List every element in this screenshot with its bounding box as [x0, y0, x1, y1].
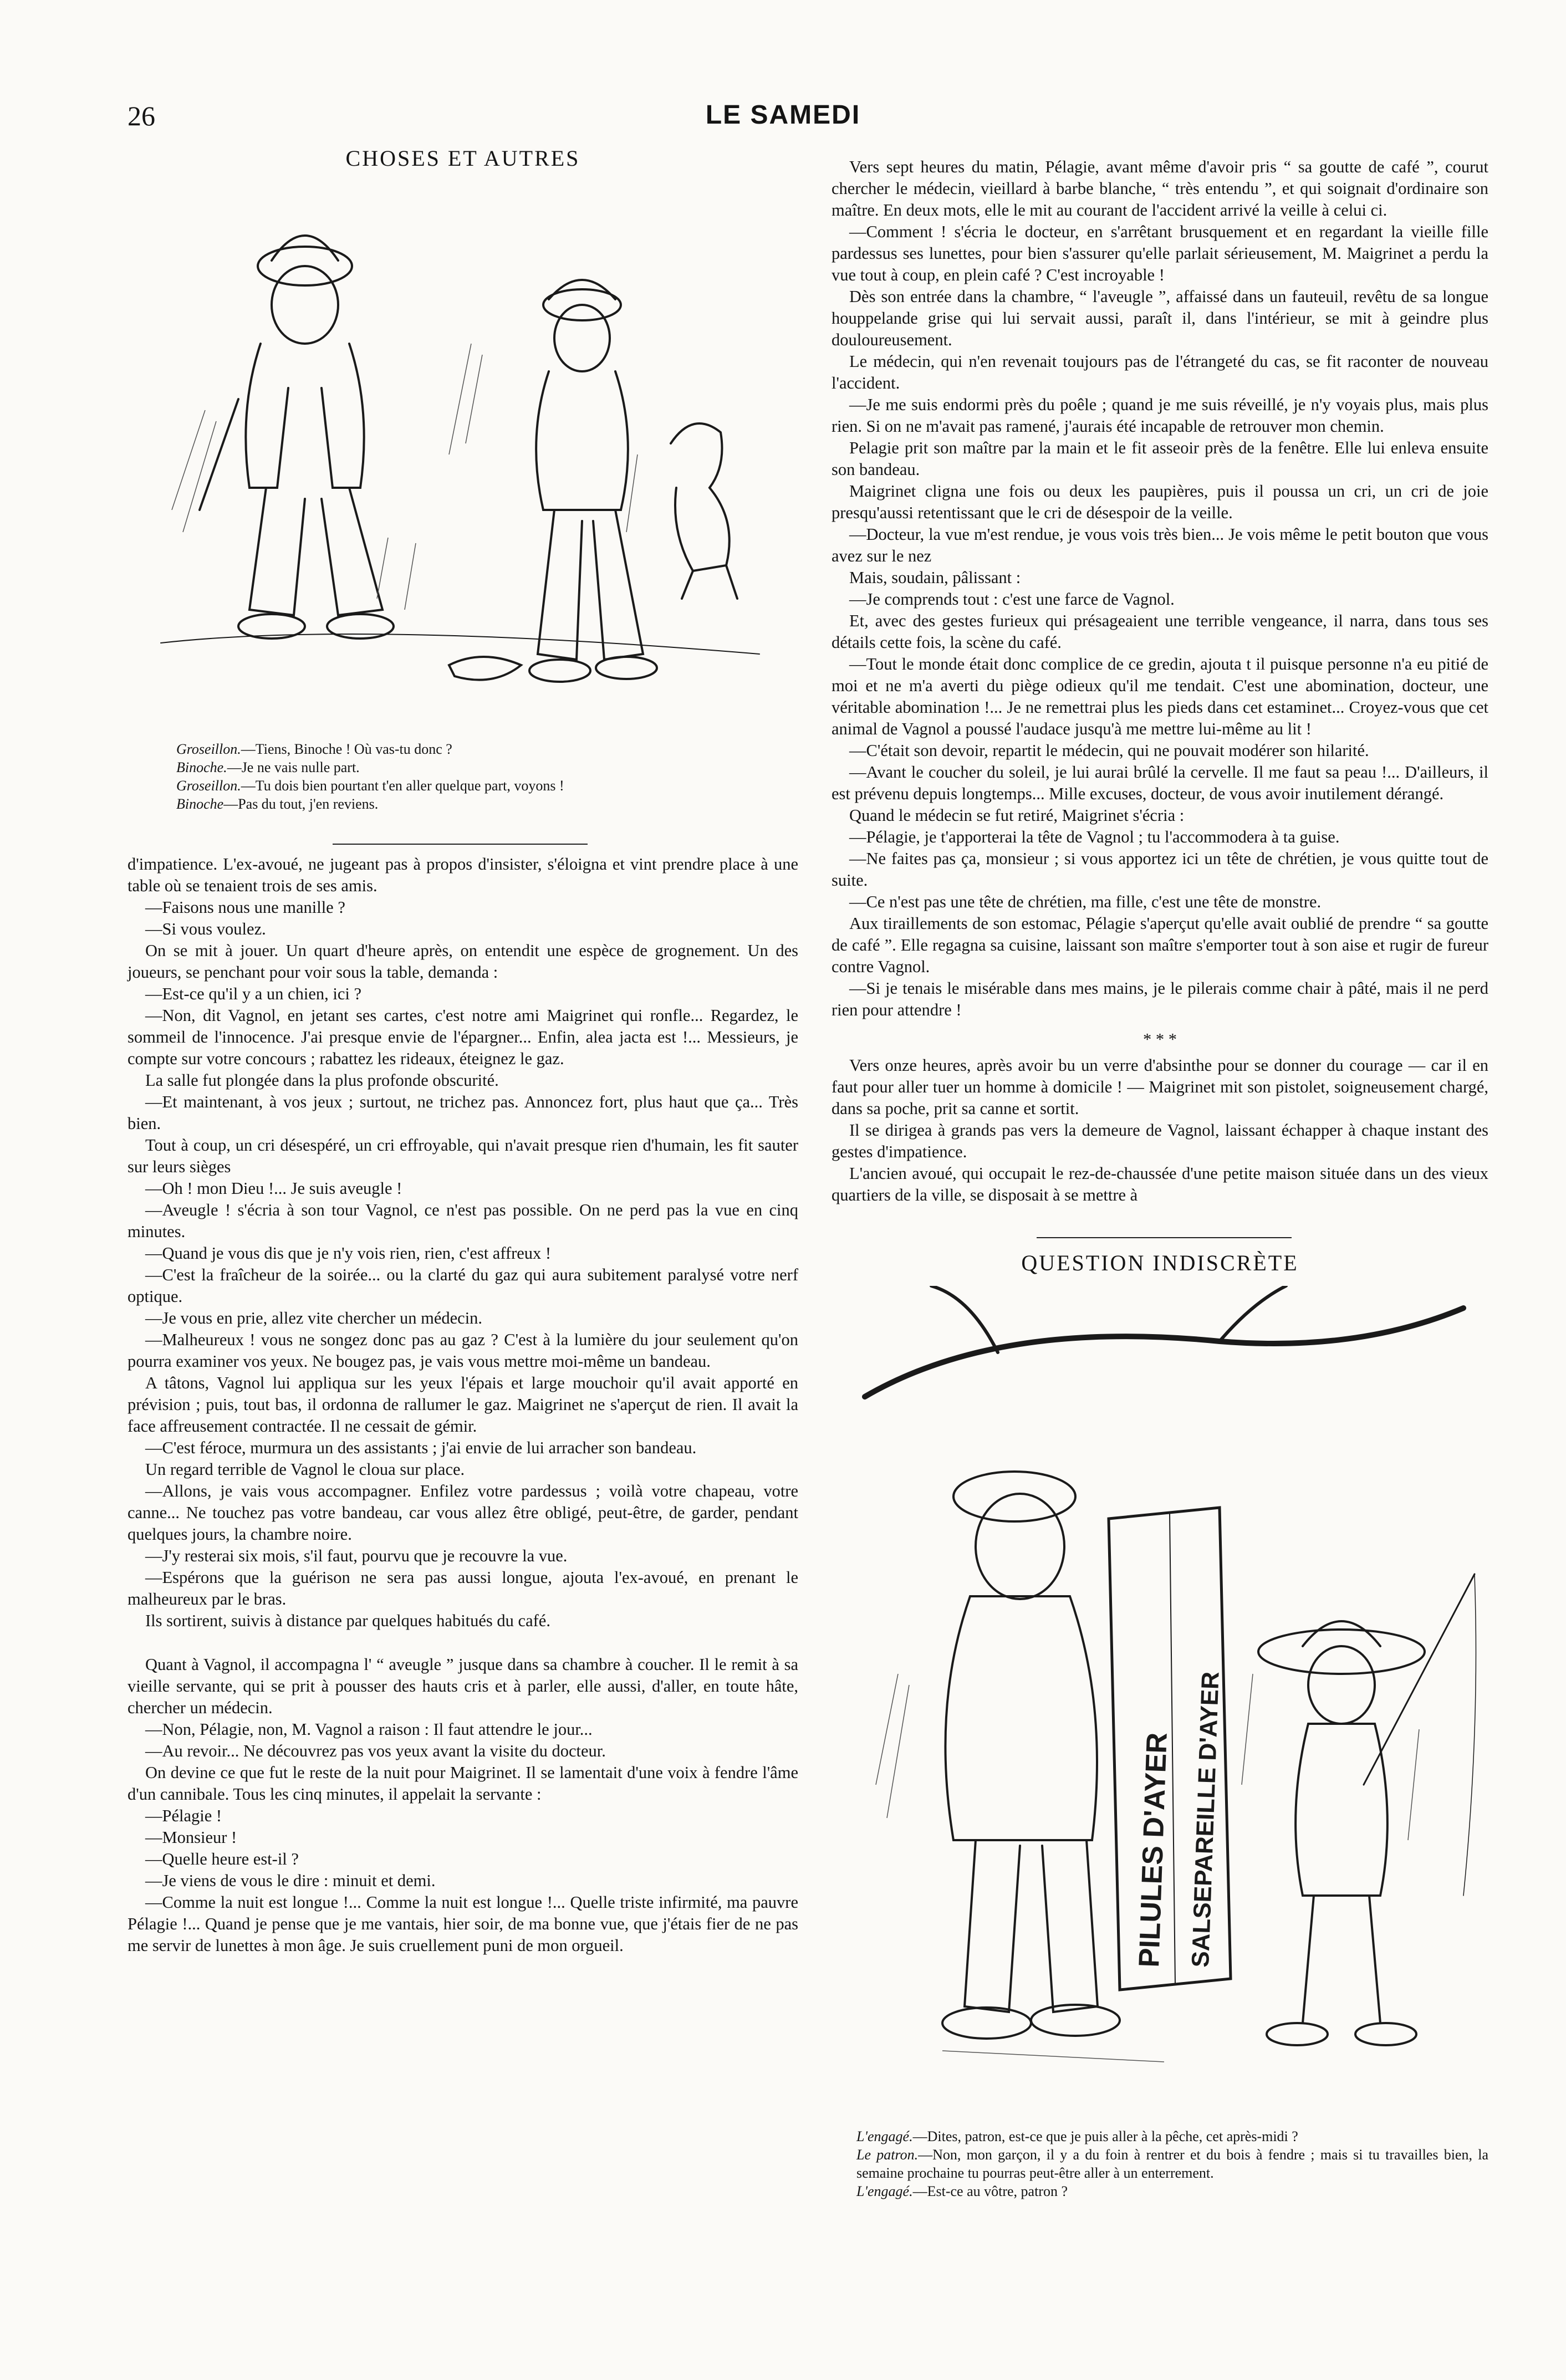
paragraph: —Avant le coucher du soleil, je lui aurai brûlé la cervelle. Il me faut sa peau !... D'ailleurs, il est prévenu depuis longtemps... Mille excuses, docteur, de vous avoir inutilement dérangé.: [832, 763, 1488, 803]
sign-text-salsepareille: SALSEPAREILLE D'AYER: [1187, 1671, 1225, 1968]
paragraph: d'impatience. L'ex-avoué, ne jugeant pas à propos d'insister, s'éloigna et vint prendre place à une table où se tenaient trois de ses amis.: [127, 855, 798, 895]
caption-line: [176, 740, 786, 758]
page-number: 26: [127, 100, 155, 131]
page-header: [0, 100, 1566, 139]
paragraph: —J'y resterai six mois, s'il faut, pourvu que je recouvre la vue.: [145, 1546, 568, 1565]
paragraph: —Est-ce qu'il y a un chien, ici ?: [145, 984, 362, 1003]
section-divider: [1037, 1237, 1292, 1238]
paragraph: —Oh ! mon Dieu !... Je suis aveugle !: [145, 1179, 402, 1198]
paragraph: Aux tiraillements de son estomac, Pélagie s'aperçut qu'elle avait oublié de prendre “ sa goutte de café ”. Elle regagna sa cuisine, laissant son maître s'emporter tout à son aise et rugir de fureur contre Vagnol.: [832, 914, 1488, 976]
caption-text: —Est-ce au vôtre, patron ?: [912, 2183, 1068, 2199]
paragraph: Dès son entrée dans la chambre, “ l'aveugle ”, affaissé dans un fauteuil, revêtu de sa longue houppelande grise qui lui servait aussi, paraît il, dans l'intérieur, se mit à geindre plus douloureusement.: [832, 287, 1488, 349]
paragraph: —Comment ! s'écria le docteur, en s'arrêtant brusquement et en regardant la vieille fille pardessus ses lunettes, pour bien s'assurer qu'elle parlait sérieusement, M. Maigrinet a perdu la vue tout à coup, en plein café ? C'est incroyable !: [832, 222, 1488, 284]
masthead: LE SAMEDI: [705, 100, 861, 130]
illustration-boy-and-boss: [832, 1286, 1488, 2117]
caption-speaker: L'engagé.: [856, 2128, 913, 2144]
paragraph: —Allons, je vais vous accompagner. Enfilez votre pardessus ; voilà votre chapeau, votre canne... Ne touchez pas votre bandeau, car vous allez être obligé, peut-être, de garder, pendant quelques jours, la chambre noire.: [127, 1482, 798, 1544]
caption-speaker: Groseillon.: [176, 778, 241, 794]
paragraph: —Ne faites pas ça, monsieur ; si vous apportez ici un tête de chrétien, je vous quitte tout de suite.: [832, 849, 1488, 890]
paragraph: —Pélagie, je t'apporterai la tête de Vagnol ; tu l'accommodera à ta guise.: [849, 828, 1340, 846]
paragraph: —Je me suis endormi près du poêle ; quand je me suis réveillé, je n'y voyais plus, mais plus rien. Si on ne m'avait pas ramené, j'aurais été incapable de retrouver mon chemin.: [832, 395, 1488, 436]
sign-text-pilules: PILULES D'AYER: [1133, 1732, 1174, 1968]
paragraph: —Comme la nuit est longue !... Comme la nuit est longue !... Quelle triste infirmité, ma pauvre Pélagie !... Quand je pense que je me vantais, hier soir, de ma bonne vue, que j'étais fier de ne pas me servir de lunettes à mon âge. Je suis cruellement puni de mon orgueil.: [127, 1893, 798, 1955]
paragraph: —Aveugle ! s'écria à son tour Vagnol, ce n'est pas possible. On ne perd pas la vue en cinq minutes.: [127, 1201, 798, 1241]
paragraph: —Non, Pélagie, non, M. Vagnol a raison : Il faut attendre le jour...: [145, 1720, 593, 1739]
caption-speaker: L'engagé.: [856, 2183, 913, 2199]
paragraph: —Je vous en prie, allez vite chercher un médecin.: [145, 1309, 483, 1327]
paragraph: —Espérons que la guérison ne sera pas aussi longue, ajouta l'ex-avoué, en prenant le malheureux par le bras.: [127, 1568, 798, 1608]
caption-speaker: Binoche: [176, 796, 224, 812]
caption-line: [176, 795, 786, 813]
paragraph: —Malheureux ! vous ne songez donc pas au gaz ? C'est à la lumière du jour seulement qu'on pourra examiner vos yeux. Ne bougez pas, je vais vous mettre moi-même un bandeau.: [127, 1330, 798, 1371]
paragraph: Le médecin, qui n'en revenait toujours pas de l'étrangeté du cas, se fit raconter de nouveau l'accident.: [832, 352, 1488, 392]
right-column-text: [832, 156, 1488, 1206]
caption-speaker: Groseillon.: [176, 741, 241, 757]
caption-line: [856, 2182, 1488, 2200]
paragraph: Vers sept heures du matin, Pélagie, avant même d'avoir pris “ sa goutte de café ”, courut chercher le médecin, vieillard à barbe blanche, “ très entendu ”, et qui soignait d'ordinaire son maître. En deux mots, elle le mit au courant de l'accident arrivé la veille à celui ci.: [832, 157, 1488, 219]
paragraph: La salle fut plongée dans la plus profonde obscurité.: [145, 1071, 499, 1090]
caption-text: —Pas du tout, j'en reviens.: [223, 796, 379, 812]
illustration-title-choses: CHOSES ET AUTRES: [345, 146, 580, 171]
paragraph: —Docteur, la vue m'est rendue, je vous vois très bien... Je vois même le petit bouton que vous avez sur le nez: [832, 525, 1488, 565]
illustration1-caption: [176, 740, 786, 813]
caption-speaker: Le patron.: [856, 2147, 919, 2163]
paragraph: Il se dirigea à grands pas vers la demeure de Vagnol, laissant échapper à chaque instant des gestes d'impatience.: [832, 1121, 1488, 1161]
caption-text: —Dites, patron, est-ce que je puis aller à la pêche, cet après-midi ?: [912, 2128, 1298, 2144]
paragraph: —C'était son devoir, repartit le médecin, qui ne pouvait modérer son hilarité.: [849, 741, 1369, 760]
paragraph: —Quand je vous dis que je n'y vois rien, rien, c'est affreux !: [145, 1244, 552, 1263]
paragraph: —Tout le monde était donc complice de ce gredin, ajouta t il puisque personne n'a eu pitié de moi et ne m'a averti du piège odieux qu'il me tendait. C'est une abomination, docteur, une véritable abomination !... Je ne remettrai plus les pieds dans cet estaminet... Croyez-vous que cet animal de Vagnol a poussé l'audace jusqu'à me mettre lui-même au lit !: [832, 655, 1488, 738]
paragraph: A tâtons, Vagnol lui appliqua sur les yeux l'épais et large mouchoir qu'il avait apporté en prévision ; puis, tout bas, il ordonna de rallumer le gaz. Maigrinet ne s'aperçut de rien. Il avait la face affreusement contractée. Il ne cessait de gémir.: [127, 1373, 798, 1436]
paragraph: —Je comprends tout : c'est une farce de Vagnol.: [849, 590, 1175, 609]
illustration2-caption: [856, 2127, 1488, 2200]
caption-text: —Tiens, Binoche ! Où vas-tu donc ?: [241, 741, 452, 757]
section-divider: [333, 844, 588, 845]
paragraph: Quand le médecin se fut retiré, Maigrinet s'écria :: [849, 806, 1185, 825]
paragraph: Pelagie prit son maître par la main et le fit asseoir près de la fenêtre. Elle lui enleva ensuite son bandeau.: [832, 438, 1488, 479]
paragraph: Tout à coup, un cri désespéré, un cri effroyable, qui n'avait presque rien d'humain, les fit sauter sur leurs sièges: [127, 1136, 798, 1176]
paragraph: Un regard terrible de Vagnol le cloua sur place.: [145, 1460, 465, 1479]
caption-line: [856, 2146, 1488, 2182]
paragraph: —C'est féroce, murmura un des assistants ; j'ai envie de lui arracher son bandeau.: [145, 1438, 697, 1457]
paragraph: Mais, soudain, pâlissant :: [849, 568, 1021, 587]
paragraph: —Quelle heure est-il ?: [145, 1850, 299, 1868]
paragraph: —Ce n'est pas une tête de chrétien, ma fille, c'est une tête de monstre.: [849, 892, 1322, 911]
caption-text: —Non, mon garçon, il y a du foin à rentrer et du bois à fendre ; mais si tu travailles bien, la semaine prochaine tu pourras peut-être aller à un enterrement.: [856, 2147, 1488, 2181]
caption-line: [176, 758, 786, 777]
caption-text: —Tu dois bien pourtant t'en aller quelque part, voyons !: [241, 778, 564, 794]
paragraph: —C'est la fraîcheur de la soirée... ou la clarté du gaz qui aura subitement paralysé votre nerf optique.: [127, 1265, 798, 1306]
paragraph: —Et maintenant, à vos jeux ; surtout, ne trichez pas. Annoncez fort, plus haut que ça... Très bien.: [127, 1092, 798, 1133]
paragraph: Vers onze heures, après avoir bu un verre d'absinthe pour se donner du courage — car il en faut pour aller tuer un homme à domicile ! — Maigrinet mit son pistolet, soigneusement chargé, dans sa poche, prit sa canne et sortit.: [832, 1056, 1488, 1118]
asterism: * * *: [1143, 1030, 1177, 1049]
paragraph: L'ancien avoué, qui occupait le rez-de-chaussée d'une petite maison située dans un des vieux quartiers de la ville, se disposait à se mettre à: [832, 1164, 1488, 1204]
paragraph: —Faisons nous une manille ?: [145, 898, 345, 917]
paragraph: —Si je tenais le misérable dans mes mains, je le pilerais comme chair à pâté, mais il ne perd rien pour attendre !: [832, 979, 1488, 1019]
paragraph: Quant à Vagnol, il accompagna l' “ aveugle ” jusque dans sa chambre à coucher. Il le remit à sa vieille servante, qui se prit à pousser des hauts cris et à parler, elle aussi, d'aller, en toute hâte, chercher un médecin.: [127, 1655, 798, 1717]
left-column-text: [127, 854, 798, 1957]
paragraph: —Monsieur !: [145, 1828, 237, 1847]
caption-line: [176, 777, 786, 795]
paragraph: On devine ce que fut le reste de la nuit pour Maigrinet. Il se lamentait d'une voix à fendre l'âme d'un cannibale. Tous les cinq minutes, il appelait la servante :: [127, 1763, 798, 1804]
paragraph: —Non, dit Vagnol, en jetant ses cartes, c'est notre ami Maigrinet qui ronfle... Regardez, le sommeil de l'innocence. J'ai presque envie de l'épargner... Enfin, alea jacta est !... Messieurs, je compte sur votre concours ; rabattez les rideaux, éteignez le gaz.: [127, 1006, 798, 1068]
paragraph: Maigrinet cligna une fois ou deux les paupières, puis il poussa un cri, un cri de joie presqu'aussi retentissant que le cri de désespoir de la veille.: [832, 482, 1488, 522]
paragraph: —Je viens de vous le dire : minuit et demi.: [145, 1871, 436, 1890]
illustration-title-question: QUESTION INDISCRÈTE: [1021, 1250, 1299, 1275]
caption-speaker: Binoche.: [176, 759, 227, 775]
paragraph: —Pélagie !: [145, 1806, 222, 1825]
paragraph: —Si vous voulez.: [145, 920, 266, 938]
caption-text: —Je ne vais nulle part.: [227, 759, 360, 775]
paragraph: Ils sortirent, suivis à distance par quelques habitués du café.: [145, 1611, 550, 1630]
illustration-two-men-dog: [139, 177, 787, 732]
paragraph: Et, avec des gestes furieux qui présageaient une terrible vengeance, il narra, dans tous ses détails cette fois, la scène du café.: [832, 611, 1488, 652]
paragraph: On se mit à jouer. Un quart d'heure après, on entendit une espèce de grognement. Un des joueurs, se penchant pour voir sous la table, demanda :: [127, 941, 798, 982]
caption-line: [856, 2127, 1488, 2146]
paragraph: —Au revoir... Ne découvrez pas vos yeux avant la visite du docteur.: [145, 1741, 606, 1760]
